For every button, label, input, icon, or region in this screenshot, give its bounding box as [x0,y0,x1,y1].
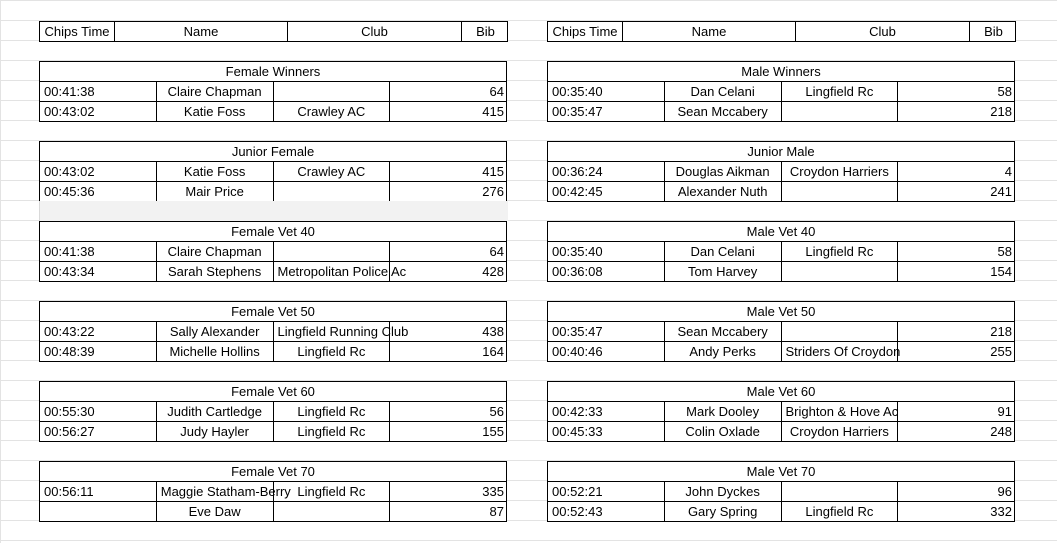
result-row [548,82,1015,102]
bib-cell[interactable]: 96 [898,482,1015,502]
name-cell[interactable]: John Dyckes [664,482,781,502]
result-row [40,262,507,282]
category-table [39,461,507,522]
club-cell[interactable] [273,82,390,102]
club-cell[interactable] [273,182,390,202]
category-title[interactable]: Female Vet 70 [40,462,507,482]
result-row [548,422,1015,442]
category-title[interactable]: Male Vet 40 [548,222,1015,242]
time-cell[interactable]: 00:52:21 [548,482,665,502]
category-table [39,301,507,362]
result-row [40,502,507,522]
name-cell[interactable]: Katie Foss [156,102,273,122]
name-cell[interactable]: Sarah Stephens [156,262,273,282]
name-cell[interactable]: Katie Foss [156,162,273,182]
name-cell[interactable]: Alexander Nuth [664,182,781,202]
result-row [40,162,507,182]
club-cell[interactable]: Croydon Harriers [781,422,898,442]
club-cell[interactable]: Crawley AC [273,102,390,122]
category-title[interactable]: Female Vet 60 [40,382,507,402]
club-cell[interactable]: Lingfield Rc [781,502,898,522]
bib-cell[interactable]: 428 [390,262,507,282]
name-cell[interactable]: Colin Oxlade [664,422,781,442]
time-cell[interactable]: 00:56:27 [40,422,157,442]
club-cell[interactable] [781,182,898,202]
club-cell[interactable]: Croydon Harriers [781,162,898,182]
name-cell[interactable]: Claire Chapman [156,242,273,262]
category-table [39,61,507,122]
name-cell[interactable]: Mark Dooley [664,402,781,422]
bib-cell[interactable]: 64 [390,242,507,262]
time-cell[interactable]: 00:41:38 [40,242,157,262]
column-header-table [547,21,1016,42]
category-title[interactable]: Male Vet 50 [548,302,1015,322]
header-chips-time[interactable]: Chips Time [548,22,623,42]
result-row [40,402,507,422]
name-cell[interactable]: Dan Celani [664,82,781,102]
time-cell[interactable]: 00:56:11 [40,482,157,502]
club-cell[interactable] [781,262,898,282]
club-cell[interactable]: Brighton & Hove Ac [781,402,898,422]
time-cell[interactable]: 00:43:34 [40,262,157,282]
result-row [40,182,507,202]
name-cell[interactable]: Andy Perks [664,342,781,362]
category-title[interactable]: Junior Female [40,142,507,162]
name-cell[interactable]: Judith Cartledge [156,402,273,422]
header-club[interactable]: Club [796,22,970,42]
bib-cell[interactable]: 241 [898,182,1015,202]
time-cell[interactable]: 00:36:24 [548,162,665,182]
bib-cell[interactable]: 164 [390,342,507,362]
bib-cell[interactable]: 87 [390,502,507,522]
name-cell[interactable]: Sally Alexander [156,322,273,342]
category-title[interactable]: Female Vet 50 [40,302,507,322]
header-name[interactable]: Name [623,22,796,42]
result-row [40,482,507,502]
header-bib[interactable]: Bib [462,22,508,42]
bib-cell[interactable]: 438 [390,322,507,342]
time-cell[interactable]: 00:45:36 [40,182,157,202]
name-cell[interactable]: Eve Daw [156,502,273,522]
bib-cell[interactable]: 218 [898,322,1015,342]
category-table [547,301,1015,362]
category-table [39,221,507,282]
bib-cell[interactable]: 155 [390,422,507,442]
column-header-table [39,21,508,42]
category-table [39,141,507,202]
time-cell[interactable]: 00:35:40 [548,82,665,102]
bib-cell[interactable]: 415 [390,162,507,182]
result-row [548,242,1015,262]
result-row [40,102,507,122]
bib-cell[interactable]: 335 [390,482,507,502]
bib-cell[interactable]: 415 [390,102,507,122]
club-cell[interactable]: Lingfield Rc [273,402,390,422]
result-row [40,422,507,442]
result-row [40,342,507,362]
name-cell[interactable]: Douglas Aikman [664,162,781,182]
result-row [548,322,1015,342]
result-row [548,502,1015,522]
name-cell[interactable]: Maggie Statham-Berry [156,482,273,502]
bib-cell[interactable]: 332 [898,502,1015,522]
result-row [40,242,507,262]
name-cell[interactable]: Sean Mccabery [664,322,781,342]
category-table [547,381,1015,442]
result-row [40,82,507,102]
club-cell[interactable] [781,322,898,342]
category-table [547,61,1015,122]
category-table [547,461,1015,522]
result-row [548,342,1015,362]
club-cell[interactable]: Lingfield Rc [273,342,390,362]
time-cell[interactable]: 00:40:46 [548,342,665,362]
category-table [39,381,507,442]
name-cell[interactable]: Michelle Hollins [156,342,273,362]
club-cell[interactable]: Lingfield Rc [781,242,898,262]
club-cell[interactable]: Lingfield Rc [273,422,390,442]
club-cell[interactable]: Crawley AC [273,162,390,182]
name-cell[interactable]: Judy Hayler [156,422,273,442]
time-cell[interactable]: 00:36:08 [548,262,665,282]
category-table [547,141,1015,202]
bib-cell[interactable]: 64 [390,82,507,102]
result-row [548,162,1015,182]
time-cell[interactable]: 00:43:22 [40,322,157,342]
time-cell[interactable]: 00:45:33 [548,422,665,442]
club-cell[interactable] [781,482,898,502]
name-cell[interactable]: Dan Celani [664,242,781,262]
bib-cell[interactable]: 91 [898,402,1015,422]
time-cell[interactable]: 00:41:38 [40,82,157,102]
category-title[interactable]: Male Winners [548,62,1015,82]
result-row [548,182,1015,202]
bib-cell[interactable]: 58 [898,82,1015,102]
result-row [548,262,1015,282]
category-title[interactable]: Junior Male [548,142,1015,162]
category-title[interactable]: Male Vet 70 [548,462,1015,482]
header-bib[interactable]: Bib [970,22,1016,42]
category-table [547,221,1015,282]
empty-row-gap [39,201,508,221]
result-row [40,322,507,342]
club-cell[interactable] [781,102,898,122]
time-cell[interactable]: 00:42:45 [548,182,665,202]
bib-cell[interactable]: 4 [898,162,1015,182]
bib-cell[interactable]: 276 [390,182,507,202]
bib-cell[interactable]: 154 [898,262,1015,282]
category-title[interactable]: Female Vet 40 [40,222,507,242]
category-title[interactable]: Female Winners [40,62,507,82]
club-cell[interactable] [273,242,390,262]
time-cell[interactable] [40,502,157,522]
club-cell[interactable]: Lingfield Running Club [273,322,390,342]
header-name[interactable]: Name [115,22,288,42]
time-cell[interactable]: 00:35:40 [548,242,665,262]
name-cell[interactable]: Tom Harvey [664,262,781,282]
name-cell[interactable]: Sean Mccabery [664,102,781,122]
result-row [548,102,1015,122]
name-cell[interactable]: Gary Spring [664,502,781,522]
time-cell[interactable]: 00:42:33 [548,402,665,422]
bib-cell[interactable]: 58 [898,242,1015,262]
time-cell[interactable]: 00:43:02 [40,102,157,122]
bib-cell[interactable]: 255 [898,342,1015,362]
club-cell[interactable] [273,502,390,522]
category-title[interactable]: Male Vet 60 [548,382,1015,402]
club-cell[interactable]: Lingfield Rc [781,82,898,102]
time-cell[interactable]: 00:48:39 [40,342,157,362]
header-club[interactable]: Club [288,22,462,42]
name-cell[interactable]: Claire Chapman [156,82,273,102]
bib-cell[interactable]: 218 [898,102,1015,122]
time-cell[interactable]: 00:43:02 [40,162,157,182]
result-row [548,482,1015,502]
bib-cell[interactable]: 248 [898,422,1015,442]
time-cell[interactable]: 00:35:47 [548,102,665,122]
club-cell[interactable]: Metropolitan Police Ac [273,262,390,282]
header-chips-time[interactable]: Chips Time [40,22,115,42]
time-cell[interactable]: 00:35:47 [548,322,665,342]
bib-cell[interactable]: 56 [390,402,507,422]
club-cell[interactable]: Lingfield Rc [273,482,390,502]
time-cell[interactable]: 00:55:30 [40,402,157,422]
club-cell[interactable]: Striders Of Croydon [781,342,898,362]
time-cell[interactable]: 00:52:43 [548,502,665,522]
result-row [548,402,1015,422]
name-cell[interactable]: Mair Price [156,182,273,202]
